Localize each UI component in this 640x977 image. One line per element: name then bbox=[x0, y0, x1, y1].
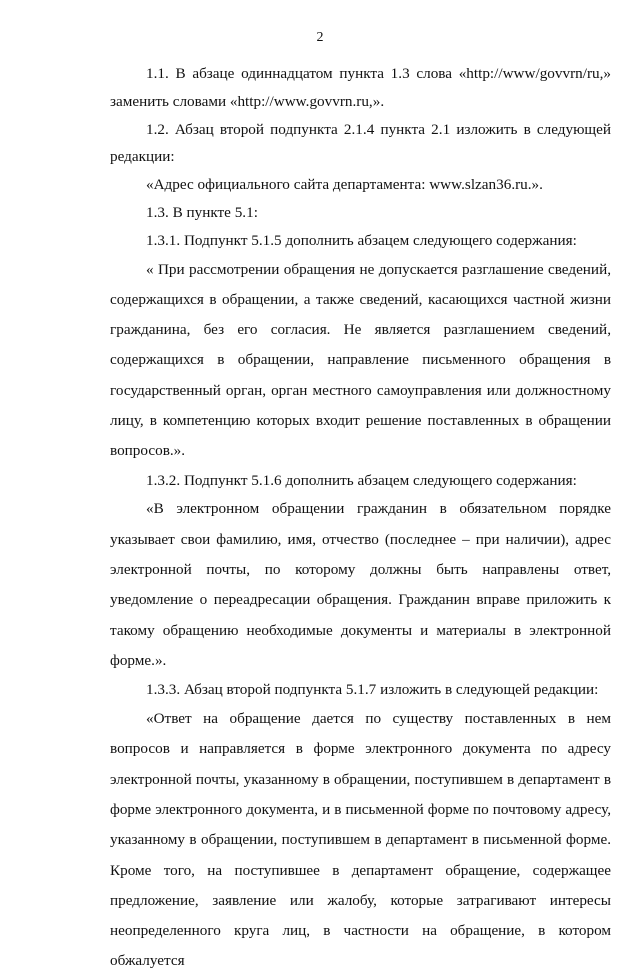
paragraph-1-3-1: 1.3.1. Подпункт 5.1.5 дополнить абзацем следующего содержания: bbox=[146, 231, 577, 249]
paragraph-1-2: 1.2. Абзац второй подпункта 2.1.4 пункта 2.1 изложить в следующей редакции: bbox=[110, 120, 611, 166]
paragraph-1-3-2: 1.3.2. Подпункт 5.1.6 дополнить абзацем следующего содержания: bbox=[146, 471, 577, 489]
paragraph-1-3-3: 1.3.3. Абзац второй подпункта 5.1.7 изложить в следующей редакции: bbox=[146, 681, 599, 699]
paragraph-quote-electronic: «В электронном обращении гражданин в обязательном порядке указывает свои фамилию, имя, отчество (последнее – при наличии), адрес электронной почты, по которому должны быть направлены ответ, уведомление о переадресации обращения. Гражданин вправе приложить к такому обращению необходимые документы и материалы в электронной форме.». bbox=[110, 500, 611, 669]
paragraph-1-1: 1.1. В абзаце одиннадцатом пункта 1.3 слова «http://www/govvrn/ru,» заменить словами «http://www.govvrn.ru,». bbox=[110, 65, 611, 110]
page-number: 2 bbox=[316, 30, 324, 45]
document-body bbox=[110, 60, 611, 977]
paragraph-1-3: 1.3. В пункте 5.1: bbox=[146, 203, 258, 221]
paragraph-site-address: «Адрес официального сайта департамента: www.slzan36.ru.». bbox=[146, 176, 543, 194]
paragraph-quote-privacy: « При рассмотрении обращения не допускается разглашение сведений, содержащихся в обращении, а также сведений, касающихся частной жизни гражданина, без его согласия. Не является разглашением сведений, содержащихся в обращении, направление письменного обращения в государственный орган, орган местного самоуправления или должностному лицу, в компетенцию которых входит решение поставленных в обращении вопросов.». bbox=[110, 260, 611, 460]
paragraph-quote-response: «Ответ на обращение дается по существу поставленных в нем вопросов и направляется в форме электронного документа по адресу электронной почты, указанному в обращении, поступившем в департамент в форме электронного документа, и в письменной форме по почтовому адресу, указанному в обращении, поступившем в департамент в письменной форме. Кроме того, на поступившее в департамент обращение, содержащее предложение, заявление или жалобу, которые затрагивают интересы неопределенного круга лиц, в частности на обращение, в котором обжалуется bbox=[110, 710, 611, 970]
